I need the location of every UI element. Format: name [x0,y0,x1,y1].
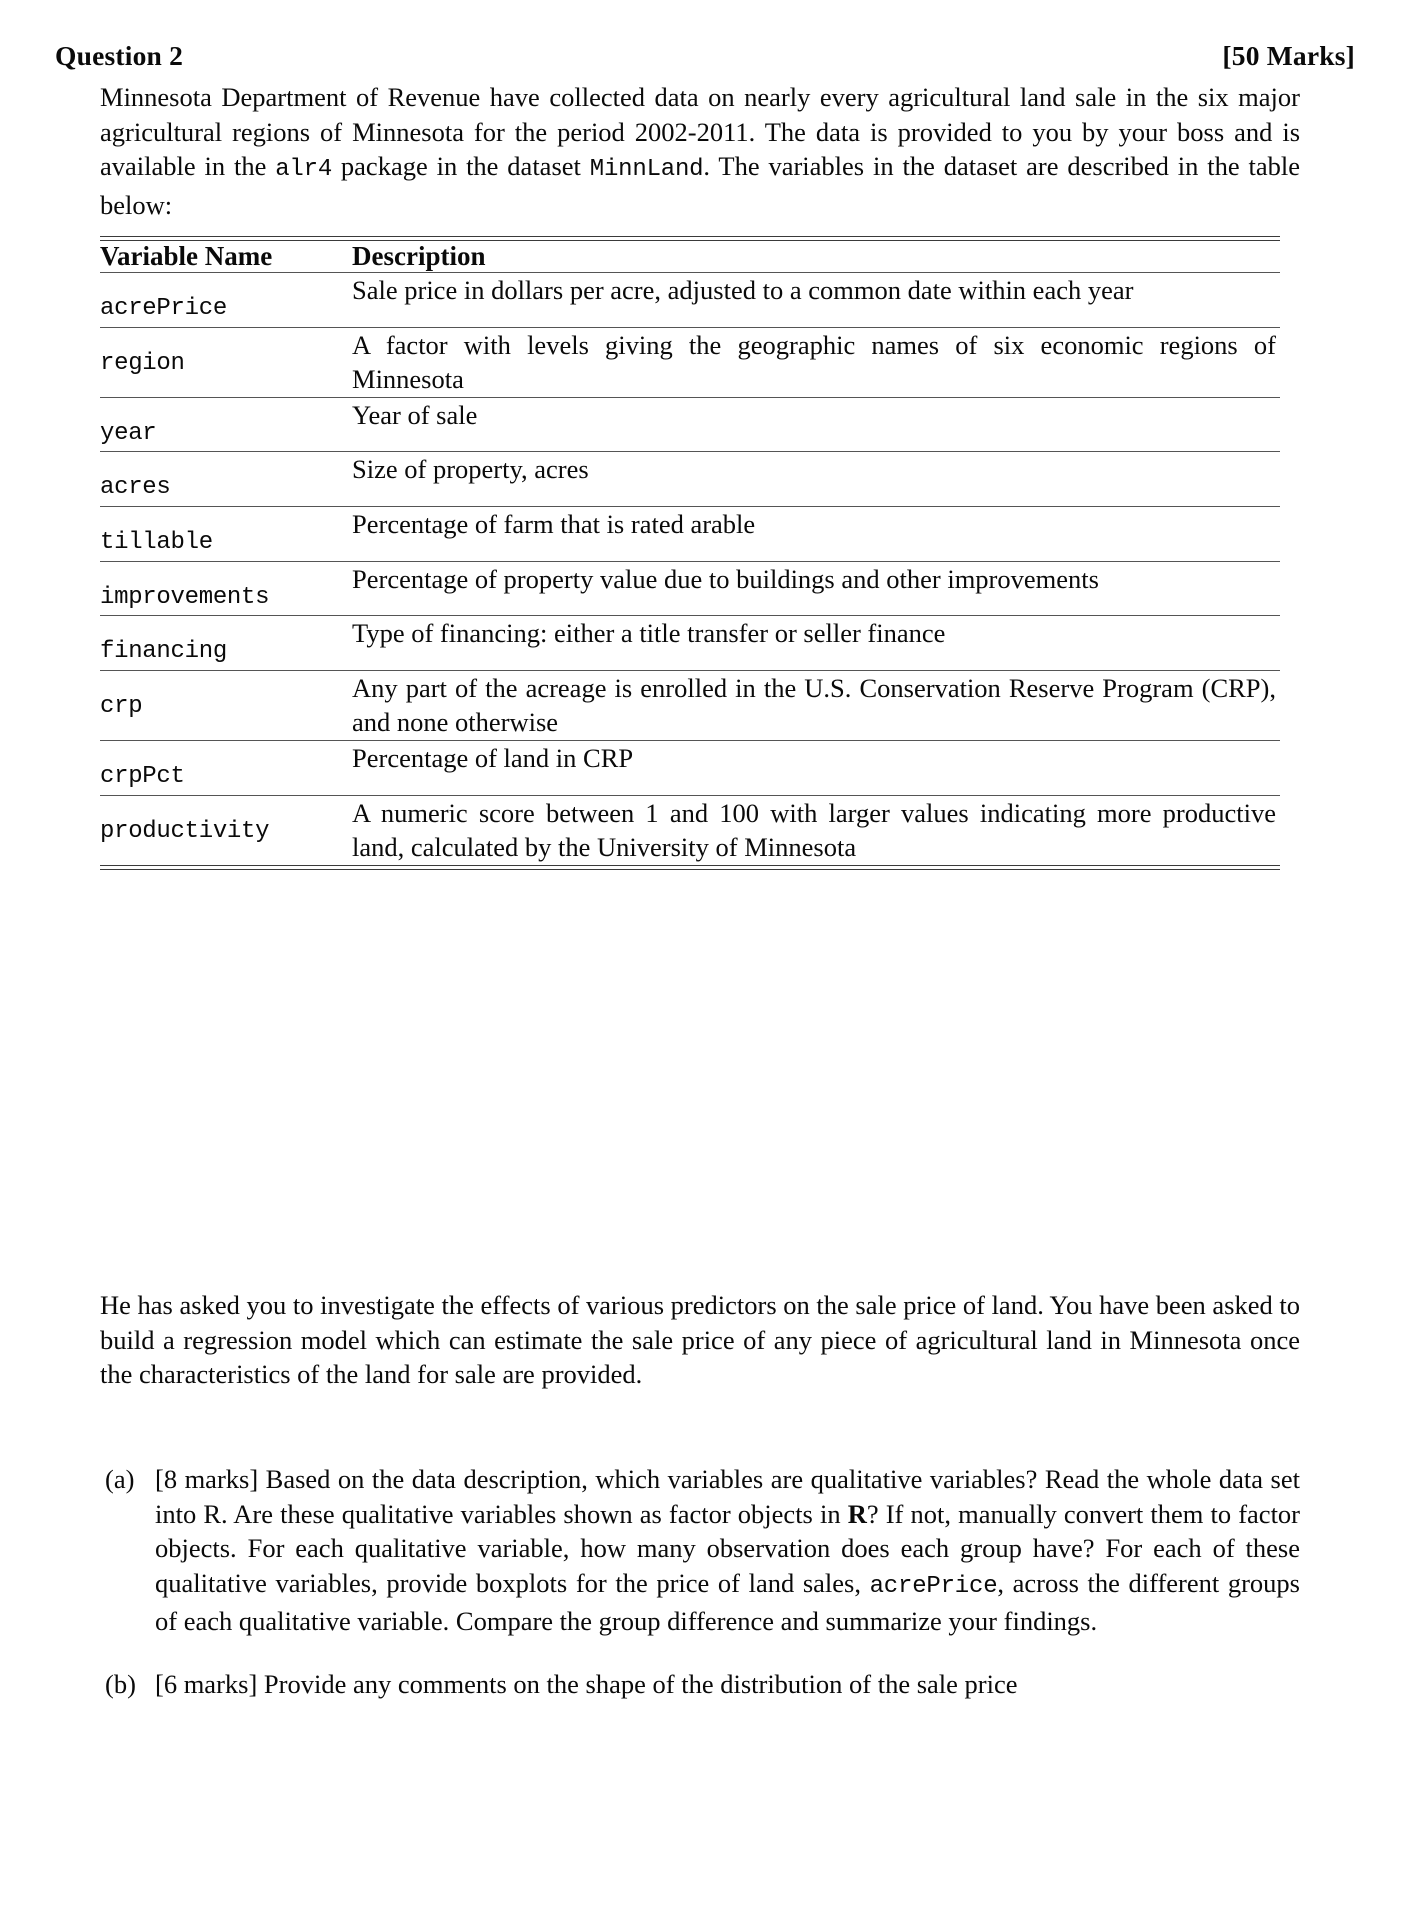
table-row [100,741,1280,795]
variable-description: Percentage of property value due to buildings and other improvements [352,563,1099,594]
part-b-marker: (b) [105,1668,136,1699]
variable-description: Sale price in dollars per acre, adjusted to a common date within each year [352,275,1134,305]
part-b-marks: [6 marks] [155,1668,258,1699]
question-header [55,40,1355,72]
part-a-text-3: , across the different groups of each qualitative variable. Compare the group difference and summarize your findings. [155,1567,1300,1637]
part-a-marks: [8 marks] [155,1464,259,1494]
table-row [100,796,1280,865]
code-minnland: MinnLand [589,156,704,184]
variable-description: Percentage of farm that is rated arable [352,508,756,539]
task-paragraph: He has asked you to investigate the effects of various predictors on the sale price of land. You have been asked to build a regression model which can estimate the sale price of any piece of agricultural land in Minnesota once the characteristics of the land for sale are provided. [100,1290,1300,1390]
variable-description: Percentage of land in CRP [352,742,634,773]
variable-description: Type of financing: either a title transfer or seller finance [352,618,946,649]
code-alr4: alr4 [275,156,333,184]
variable-name: productivity [100,817,270,845]
part-b-text [155,1667,1300,1702]
part-a-text [155,1462,1300,1639]
intro-line-1: Minnesota Department of Revenue have collected data on nearly every agricultural land [100,82,1066,112]
list-item [100,1462,1300,1639]
table-row [100,328,1280,398]
variable-name: tillable [100,528,213,556]
page-title: Question 2 [55,40,184,71]
column-header-description: Description [352,241,486,271]
variable-name: acres [100,474,171,502]
table-row [100,398,1280,452]
variable-name: year [100,419,157,447]
part-a-marker: (a) [105,1464,135,1494]
variable-description: Size of property, acres [352,454,589,485]
table-row [100,452,1280,506]
table-row [100,562,1280,616]
table-row [100,507,1280,561]
intro-line-2: sale in the six major agricultural regions of Minnesota for the period 2002-2011. The [100,82,1300,147]
intro-line-3b: package in the dataset [332,151,581,182]
variable-name: financing [100,638,227,666]
table-bottom-rule [100,865,1280,870]
table-row [100,671,1280,741]
variable-name: region [100,349,185,377]
bold-r: R [847,1498,867,1529]
part-a-text-2: ? If not, manually convert them to factor objects. For each qualitative variable, how many observation does each group have? For each of these qualitative variables, provide boxplots for the price of land sales, [155,1498,1301,1598]
variables-table [100,236,1280,870]
intro-line-4b: . The variables in the dataset are described in the table below: [100,151,1301,220]
part-a-text-1: Based on the data description, which variables are qualitative variables? Read the whole data set into R. Are these qualitative variables shown as factor objects in [155,1464,1300,1529]
intro-paragraph [100,80,1300,222]
table-row [100,616,1280,670]
question-marks-badge: [50 Marks] [1222,40,1355,71]
list-item [100,1667,1300,1702]
table-header-row [100,241,1280,273]
variable-description: Any part of the acreage is enrolled in the U.S. Conservation Reserve Program (CRP), and none otherwise [352,672,1276,738]
part-b-text-1: Provide any comments on the shape of the distribution of the sale price [257,1668,1018,1699]
variable-name: improvements [100,583,270,611]
variable-description: Year of sale [352,399,478,430]
variable-description: A numeric score between 1 and 100 with larger values indicating more productive land, calculated by the University of Minnesota [352,797,1276,863]
variable-name: crpPct [100,762,185,790]
variable-name: acrePrice [100,295,227,322]
code-acreprice: acrePrice [869,1572,998,1600]
question-parts-list [100,1462,1300,1730]
intro-line-3a: data is provided to you by your boss and is available in the [100,116,1301,182]
variable-description: A factor with levels giving the geographic names of six economic regions of Minnesota [352,329,1276,395]
variable-name: crp [100,692,143,720]
column-header-variable-name: Variable Name [100,241,273,271]
table-row [100,273,1280,327]
